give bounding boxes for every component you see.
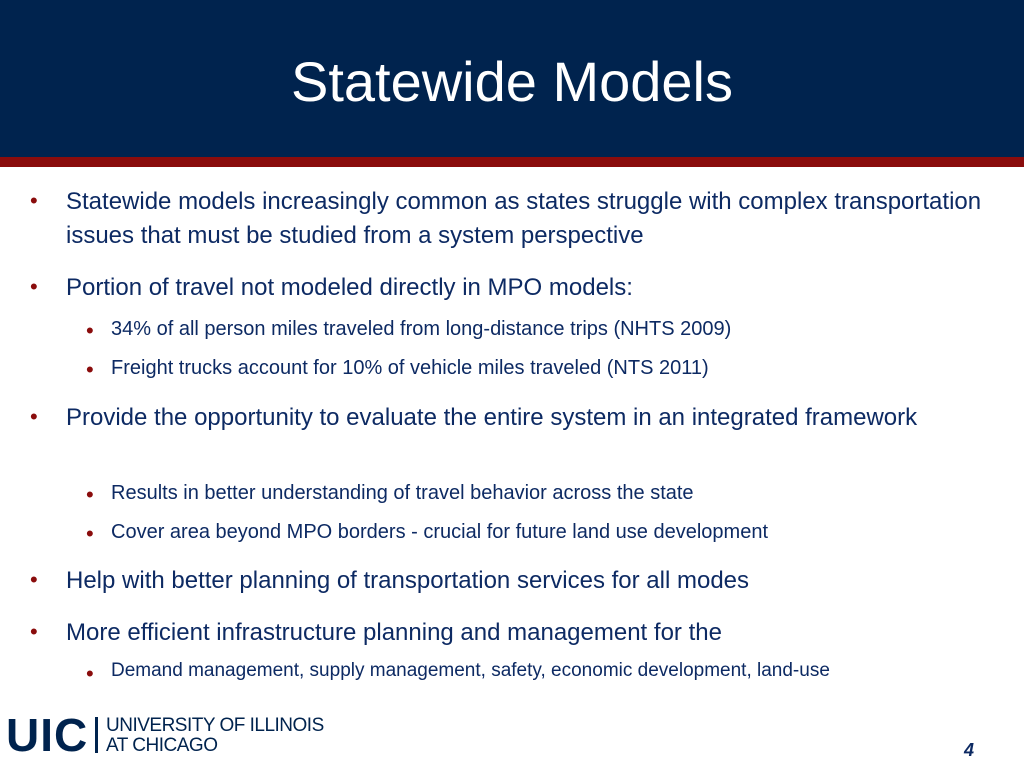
subbullet-person-miles: 34% of all person miles traveled from long-distance trips (NHTS 2009) (111, 318, 732, 340)
bullet-integrated-framework: Provide the opportunity to evaluate the entire system in an integrated framework (66, 404, 918, 431)
bullet-icon: • (30, 567, 38, 592)
bullet-icon: • (86, 482, 94, 507)
logo-mark: UIC (6, 709, 89, 761)
subbullet-mpo-borders: Cover area beyond MPO borders - crucial for future land use development (111, 521, 769, 543)
slide-title: Statewide Models (290, 50, 733, 113)
logo-line-university: UNIVERSITY OF ILLINOIS (106, 715, 324, 736)
bullet-better-planning: Help with better planning of transportation services for all modes (66, 567, 750, 594)
bullet-icon: • (86, 521, 94, 546)
bullet-icon: • (30, 404, 38, 429)
bullet-icon: • (86, 661, 94, 686)
uic-logo (6, 709, 324, 761)
logo-divider (95, 717, 98, 753)
bullet-icon: • (86, 357, 94, 382)
bullet-icon: • (30, 274, 38, 299)
bullet-icon: • (30, 619, 38, 644)
bullet-icon: • (86, 318, 94, 343)
subbullet-demand-management: Demand management, supply management, safety, economic development, land-use (111, 660, 830, 681)
bullet-travel-not-modeled: Portion of travel not modeled directly in MPO models: (66, 274, 633, 301)
logo-line-chicago: AT CHICAGO (106, 735, 218, 756)
bullet-statewide-common: Statewide models increasingly common as states struggle with complex transportation issues that must be studied from a system perspective (66, 188, 982, 249)
bullet-infrastructure-planning: More efficient infrastructure planning and management for the (66, 619, 722, 646)
subbullet-freight-trucks: Freight trucks account for 10% of vehicle miles traveled (NTS 2011) (111, 357, 709, 379)
page-number: 4 (963, 740, 974, 760)
subbullet-travel-behavior: Results in better understanding of travel behavior across the state (111, 482, 694, 504)
bullet-icon: • (30, 188, 38, 213)
